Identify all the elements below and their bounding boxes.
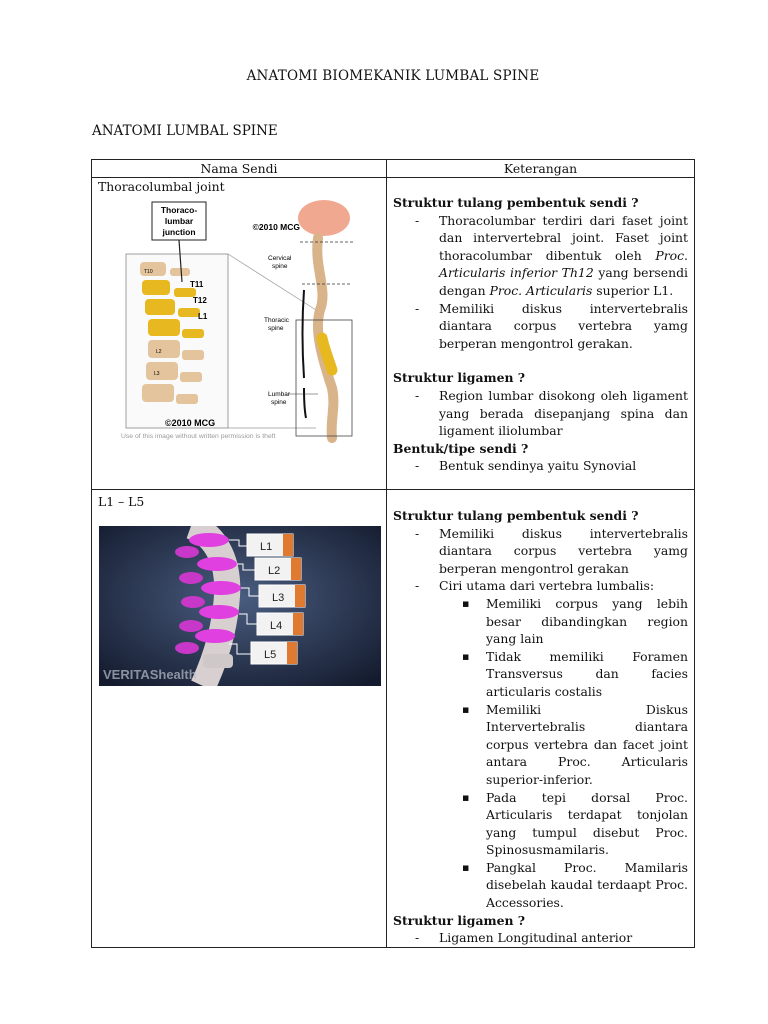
lumbar-vertebrae-illustration bbox=[99, 526, 381, 686]
thoracic-bracket bbox=[303, 290, 305, 378]
copyright-top: ©2010 MCG bbox=[252, 221, 300, 232]
description-cell bbox=[387, 178, 695, 490]
label-thoracic-2: spine bbox=[268, 324, 284, 332]
list-item: ▪ Tidak memiliki Foramen Transversus dan facies articularis costalis bbox=[486, 648, 688, 701]
table-row bbox=[92, 490, 695, 948]
label-l3: L3 bbox=[272, 591, 285, 604]
joint-name-cell bbox=[92, 490, 387, 948]
bullet-list-ligamen bbox=[393, 929, 688, 947]
list-item: ▪ Memiliki corpus yang lebih besar dibandingkan region yang lain bbox=[486, 595, 688, 648]
table-header-row bbox=[92, 160, 695, 178]
document-title: ANATOMI BIOMEKANIK LUMBAL SPINE bbox=[246, 68, 540, 84]
label-l3: L3 bbox=[154, 370, 160, 377]
junction-label-line-1: Thoraco- bbox=[160, 204, 198, 215]
heading-struktur-ligamen: Struktur ligamen ? bbox=[393, 912, 526, 928]
table-row bbox=[92, 178, 695, 490]
list-item: - Ligamen Longitudinal anterior bbox=[439, 929, 688, 947]
junction-label-line-3: junction bbox=[162, 226, 196, 237]
list-item: - Ciri utama dari vertebra lumbalis: ▪ Memiliki corpus yang lebih besar dibandingkan region yang lain ▪ Tidak memiliki Foramen Transversus dan facies articularis costalis ▪ Memiliki Diskus Intervertebralis diantara corpus vertebra dan facet joint antara Proc. Articularis superior-inferior. ▪ Pada tepi dorsal Proc. Articularis terdapat tonjolan yang tumpul disebut Proc. Spinosusmamilaris. ▪ Pangkal Proc. Mamilaris disebelah kaudal terdaapt Proc. Accessories. bbox=[439, 577, 688, 911]
label-thoracic-1: Thoracic bbox=[264, 316, 289, 324]
figure-background bbox=[99, 526, 381, 686]
brain-shape bbox=[298, 200, 350, 236]
veritas-watermark: VERITAShealth bbox=[103, 666, 197, 682]
spine-illustration bbox=[118, 198, 378, 450]
section-title: ANATOMI LUMBAL SPINE bbox=[92, 123, 278, 139]
list-item: - Region lumbar disokong oleh ligament yang berada disepanjang spina dan ligament iliolumbar bbox=[439, 387, 688, 440]
label-lumbar-2: spine bbox=[271, 398, 287, 406]
label-t11: T11 bbox=[190, 279, 204, 289]
description-cell bbox=[387, 490, 695, 948]
list-item: - Thoracolumbar terdiri dari faset joint dan intervertebral joint. Faset joint thoracolumbar dibentuk oleh Proc. Articularis inferior Th12 yang bersendi dengan Proc. Articularis superior L1. bbox=[439, 212, 688, 300]
column-header-keterangan: Keterangan bbox=[387, 160, 695, 178]
lumbar-bracket bbox=[304, 388, 306, 418]
column-header-nama-sendi: Nama Sendi bbox=[92, 160, 387, 178]
label-t10: T10 bbox=[144, 268, 153, 275]
list-item: ▪ Memiliki Diskus Intervertebralis diantara corpus vertebra dan facet joint antara Proc. Articularis superior-inferior. bbox=[486, 701, 688, 789]
heading-bentuk-sendi: Bentuk/tipe sendi ? bbox=[393, 440, 529, 456]
label-l4: L4 bbox=[270, 619, 283, 632]
label-l2: L2 bbox=[268, 564, 281, 577]
label-l2: L2 bbox=[156, 348, 162, 355]
list-item: ▪ Pada tepi dorsal Proc. Articularis terdapat tonjolan yang tumpul disebut Proc. Spinosusmamilaris. bbox=[486, 789, 688, 859]
list-item: ▪ Pangkal Proc. Mamilaris disebelah kaudal terdaapt Proc. Accessories. bbox=[486, 859, 688, 912]
label-lumbar-1: Lumbar bbox=[268, 390, 291, 398]
label-t12: T12 bbox=[193, 295, 207, 305]
thoracolumbar-figure bbox=[98, 198, 380, 450]
list-item: - Memiliki diskus intervertebralis diantara corpus vertebra yamg berperan mengontrol gerakan bbox=[439, 525, 688, 578]
copyright-bottom: ©2010 MCG bbox=[165, 417, 216, 428]
bullet-list-bentuk bbox=[393, 457, 688, 475]
bullet-list-ligamen bbox=[393, 387, 688, 440]
figure-watermark: Use of this image without written permission is theft bbox=[121, 432, 276, 440]
bullet-list-tulang bbox=[393, 212, 688, 353]
label-cervical-2: spine bbox=[272, 262, 288, 270]
label-l5: L5 bbox=[264, 648, 277, 661]
label-cervical-1: Cervical bbox=[268, 254, 292, 262]
label-l1: L1 bbox=[260, 540, 273, 553]
list-item: - Bentuk sendinya yaitu Synovial bbox=[439, 457, 688, 475]
list-item: - Memiliki diskus intervertebralis diantara corpus vertebra yamg berperan mengontrol gerakan. bbox=[439, 300, 688, 353]
joint-name-cell bbox=[92, 178, 387, 490]
joint-name: L1 – L5 bbox=[98, 494, 145, 509]
heading-struktur-ligamen: Struktur ligamen ? bbox=[393, 370, 526, 386]
joint-name: Thoracolumbal joint bbox=[98, 179, 225, 194]
heading-struktur-tulang: Struktur tulang pembentuk sendi ? bbox=[393, 195, 639, 210]
joints-table bbox=[91, 159, 695, 948]
bullet-list-tulang bbox=[393, 525, 688, 912]
label-l1: L1 bbox=[198, 311, 208, 321]
sub-bullet-list bbox=[439, 595, 688, 912]
heading-struktur-tulang: Struktur tulang pembentuk sendi ? bbox=[393, 508, 639, 523]
junction-label-line-2: lumbar bbox=[164, 215, 194, 226]
